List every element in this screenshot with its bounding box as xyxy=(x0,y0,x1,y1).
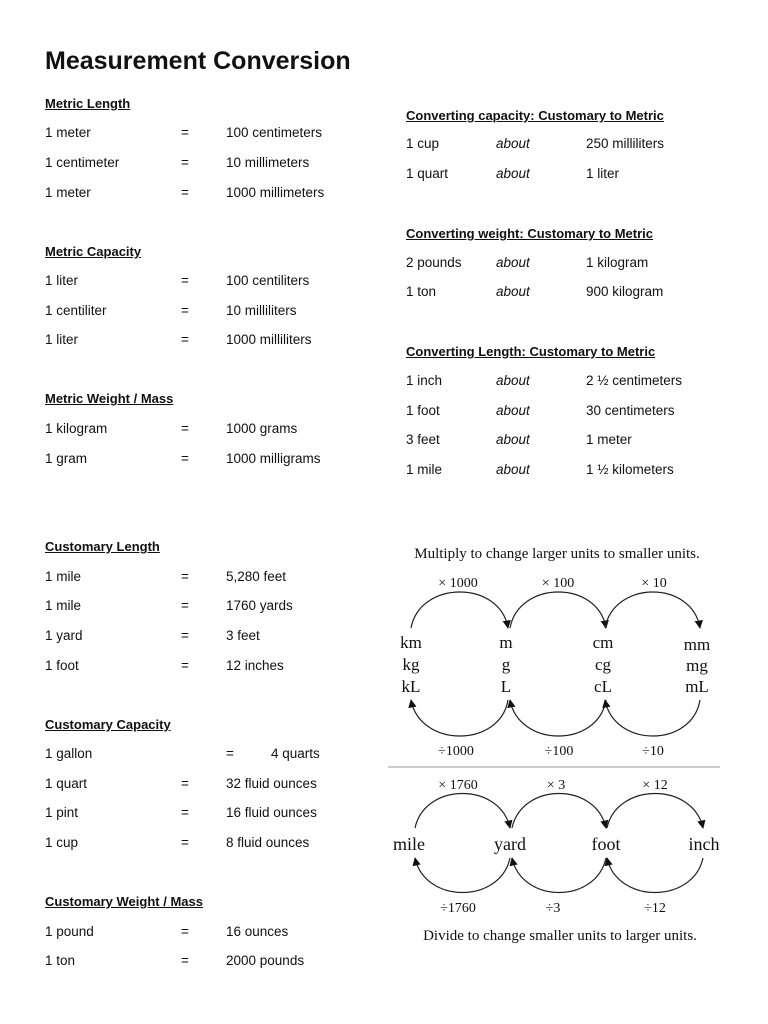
table-row: 1 inch about 2 ½ centimeters xyxy=(406,373,683,388)
multiplier-label: × 100 xyxy=(541,576,575,591)
table-row: 1 ton about 900 kilogram xyxy=(406,284,664,299)
customary-length-heading: Customary Length xyxy=(45,539,160,554)
table-row: 1 foot = 12 inches xyxy=(45,658,284,673)
table-row: 1 pound = 16 ounces xyxy=(45,924,289,939)
table-row: 1 quart = 32 fluid ounces xyxy=(45,776,317,791)
arrow-m-to-cm xyxy=(510,592,606,628)
unit-label: inch xyxy=(688,834,720,854)
table-row: 1 meter = 1000 millimeters xyxy=(45,185,325,200)
arrow-m-to-km xyxy=(411,700,508,736)
converting-length-heading: Converting Length: Customary to Metric xyxy=(406,344,656,359)
unit-label: kg xyxy=(402,655,420,674)
unit-label: m xyxy=(499,633,513,652)
unit-label: g xyxy=(501,655,511,674)
arrow-yard-to-foot xyxy=(512,794,606,829)
customary-capacity-heading: Customary Capacity xyxy=(45,717,171,732)
table-row: 1 liter = 100 centiliters xyxy=(45,273,310,288)
metric-length-heading: Metric Length xyxy=(45,96,131,111)
table-row: 1 centimeter = 10 millimeters xyxy=(45,155,310,170)
table-row: 1 meter = 100 centimeters xyxy=(45,125,323,140)
table-row: 2 pounds about 1 kilogram xyxy=(406,255,649,270)
table-row: 1 foot about 30 centimeters xyxy=(406,403,675,418)
table-row: 1 cup about 250 milliliters xyxy=(406,136,665,151)
multiplier-label: × 1000 xyxy=(438,576,478,591)
unit-label: mm xyxy=(683,635,711,654)
divide-caption: Divide to change smaller units to larger units. xyxy=(423,928,697,944)
unit-label: km xyxy=(400,633,422,652)
multiplier-label: × 1760 xyxy=(438,778,478,793)
converting-capacity-heading: Converting capacity: Customary to Metric xyxy=(406,108,664,123)
metric-capacity-heading: Metric Capacity xyxy=(45,244,142,259)
table-row: 1 mile = 5,280 feet xyxy=(45,569,287,584)
divisor-label: ÷100 xyxy=(544,744,574,759)
multiplier-label: × 10 xyxy=(641,576,667,591)
customary-weight-heading: Customary Weight / Mass xyxy=(45,894,203,909)
arrow-cm-to-m xyxy=(510,700,606,736)
multiplier-label: × 12 xyxy=(642,778,668,793)
table-row: 1 mile about 1 ½ kilometers xyxy=(406,462,674,477)
divisor-label: ÷3 xyxy=(545,901,561,916)
unit-label: cm xyxy=(592,633,614,652)
unit-label: mL xyxy=(685,677,709,696)
unit-label: kL xyxy=(401,677,421,696)
table-row: 1 ton = 2000 pounds xyxy=(45,953,305,968)
arrow-mile-to-yard xyxy=(415,794,510,829)
arrow-foot-to-yard xyxy=(512,858,606,893)
table-row: 1 yard = 3 feet xyxy=(45,628,260,643)
table-row: 1 quart about 1 liter xyxy=(406,166,620,181)
arrow-cm-to-mm xyxy=(605,592,700,628)
divisor-label: ÷1760 xyxy=(440,901,476,916)
divisor-label: ÷1000 xyxy=(438,744,474,759)
table-row: 1 liter = 1000 milliliters xyxy=(45,332,312,347)
arrow-yard-to-mile xyxy=(415,858,510,893)
unit-label: foot xyxy=(591,834,621,854)
table-row: 1 mile = 1760 yards xyxy=(45,598,293,613)
unit-label: mile xyxy=(393,834,425,854)
unit-label: cg xyxy=(594,655,612,674)
metric-weight-heading: Metric Weight / Mass xyxy=(45,391,174,406)
table-row: 1 kilogram = 1000 grams xyxy=(45,421,298,436)
arrow-mm-to-cm xyxy=(605,700,700,736)
arrow-foot-to-inch xyxy=(607,794,703,829)
converting-weight-heading: Converting weight: Customary to Metric xyxy=(406,226,654,241)
divisor-label: ÷10 xyxy=(642,744,664,759)
arrow-inch-to-foot xyxy=(607,858,703,893)
table-row: 3 feet about 1 meter xyxy=(406,432,632,447)
unit-label: L xyxy=(500,677,512,696)
unit-label: cL xyxy=(594,677,612,696)
page-title: Measurement Conversion xyxy=(45,47,351,75)
multiply-caption: Multiply to change larger units to smaller units. xyxy=(414,546,700,562)
divisor-label: ÷12 xyxy=(644,901,666,916)
table-row: 1 gallon = 4 quarts xyxy=(45,746,320,761)
table-row: 1 pint = 16 fluid ounces xyxy=(45,805,317,820)
unit-label: yard xyxy=(494,834,526,854)
table-row: 1 centiliter = 10 milliliters xyxy=(45,303,297,318)
arrow-km-to-m xyxy=(411,592,508,628)
table-row: 1 cup = 8 fluid ounces xyxy=(45,835,310,850)
multiplier-label: × 3 xyxy=(546,778,566,793)
unit-label: mg xyxy=(686,656,708,675)
table-row: 1 gram = 1000 milligrams xyxy=(45,451,321,466)
